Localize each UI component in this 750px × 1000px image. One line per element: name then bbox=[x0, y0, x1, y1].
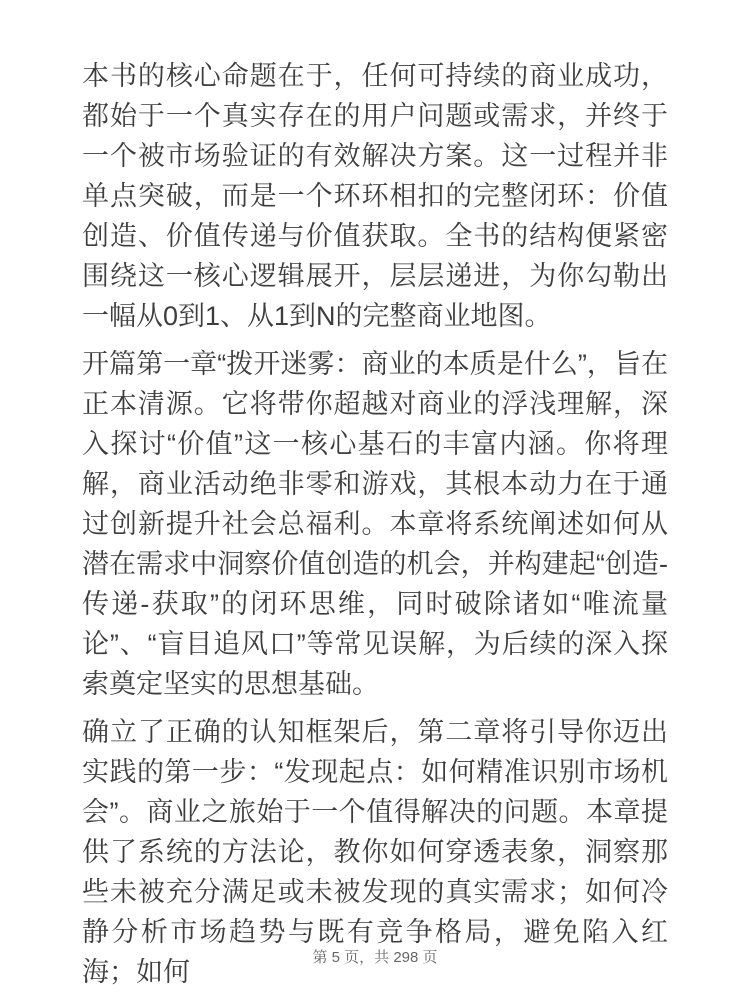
page-content bbox=[82, 56, 668, 1000]
paragraph-2: 开篇第一章“拨开迷雾：商业的本质是什么”，旨在正本清源。它将带你超越对商业的浮浅理解，深入探讨“价值”这一核心基石的丰富内涵。你将理解，商业活动绝非零和游戏，其根本动力在于通过创新提升社会总福利。本章将系统阐述如何从潜在需求中洞察价值创造的机会，并构建起“创造-传递-获取”的闭环思维，同时破除诸如“唯流量论”、“盲目追风口”等常见误解，为后续的深入探索奠定坚实的思想基础。 bbox=[82, 349, 668, 699]
paragraph-3: 确立了正确的认知框架后，第二章将引导你迈出实践的第一步：“发现起点：如何精准识别市场机会”。商业之旅始于一个值得解决的问题。本章提供了系统的方法论，教你如何穿透表象，洞察那些未被充分满足或未被发现的真实需求；如何冷静分析市场趋势与既有竞争格局，避免陷入红海；如何 bbox=[82, 717, 668, 987]
paragraph-1: 本书的核心命题在于，任何可持续的商业成功，都始于一个真实存在的用户问题或需求，并终于一个被市场验证的有效解决方案。这一过程并非单点突破，而是一个环环相扣的完整闭环：价值创造、价值传递与价值获取。全书的结构便紧密围绕这一核心逻辑展开，层层递进，为你勾勒出一幅从0到1、从1到N的完整商业地图。 bbox=[82, 61, 668, 331]
page-number-indicator: 第 5 页，共 298 页 bbox=[312, 949, 438, 966]
